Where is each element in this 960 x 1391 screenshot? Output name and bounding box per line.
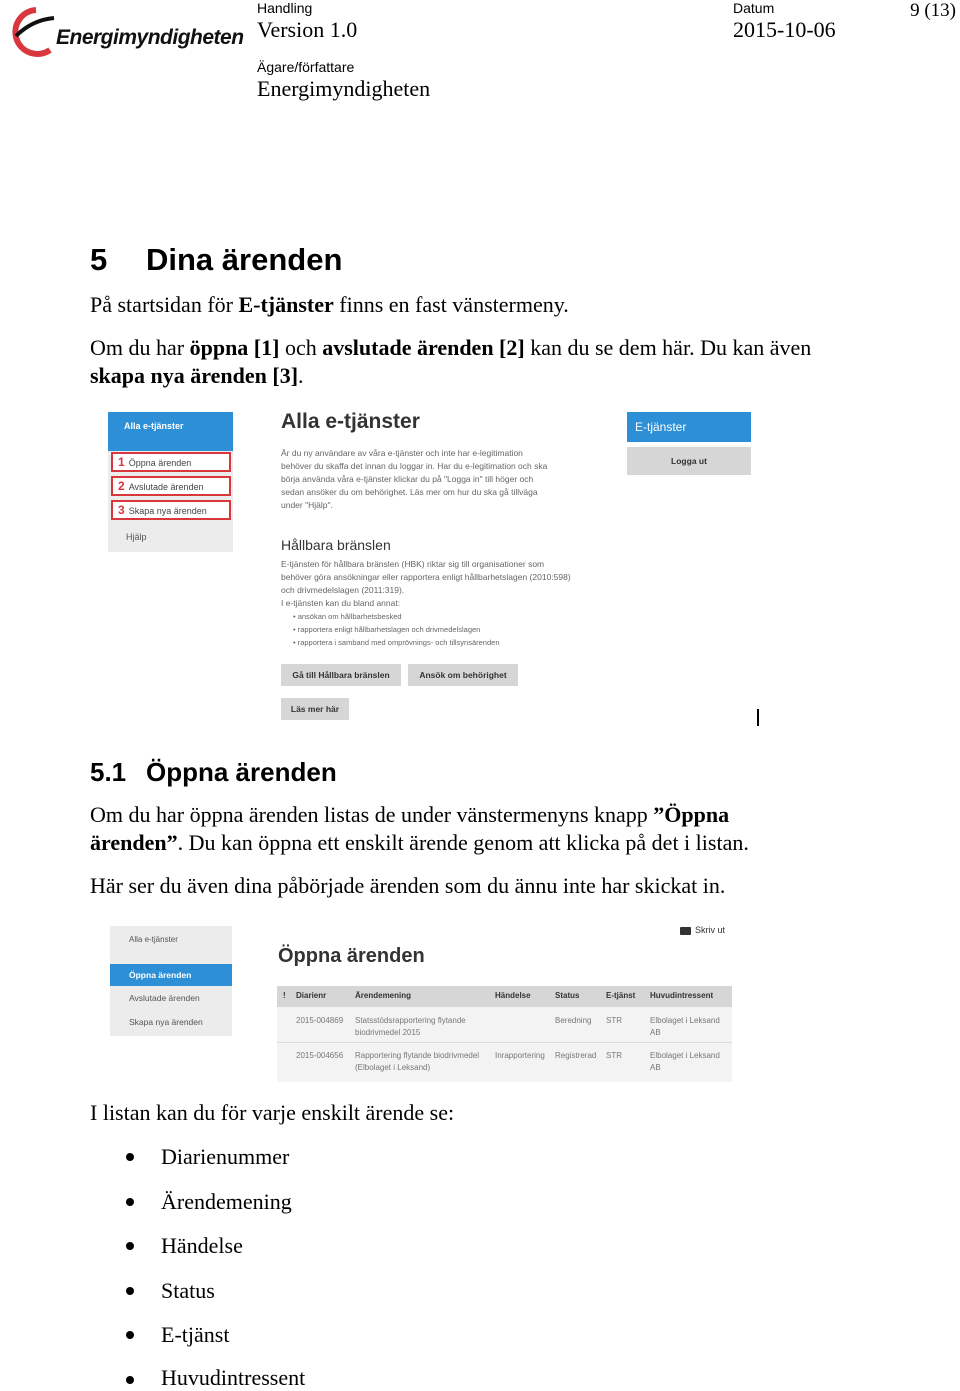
list-item-text: rapportera i samband med omprövnings- och tillsynsärenden — [297, 638, 500, 647]
section-number: 5 — [90, 242, 108, 277]
list-item: Status — [161, 1278, 215, 1303]
cases-table — [277, 986, 732, 1082]
text-line: börja använda våra e-tjänster klickar du på "Logga in" till höger och — [281, 474, 534, 484]
sidebar-item-label: Skapa nya ärenden — [128, 506, 207, 516]
list-item: E-tjänst — [161, 1322, 230, 1347]
list-item-text: ansökan om hållbarhetsbesked — [297, 612, 402, 621]
sidebar-item-label: Öppna ärenden — [128, 458, 192, 468]
paragraph — [90, 362, 304, 390]
cell-status: Registrerad — [555, 1051, 597, 1060]
list-item: • ansökan om hållbarhetsbesked — [293, 612, 402, 621]
column-header[interactable]: Händelse — [495, 991, 531, 1000]
owner-value: Energimyndigheten — [257, 76, 431, 101]
cell-arendemening: biodrivmedel 2015 — [355, 1028, 421, 1037]
column-header[interactable]: E-tjänst — [606, 991, 636, 1000]
text-line: behöver göra ansökningar eller rapportera enligt hållbarhetslagen (2010:598) — [281, 572, 571, 582]
text-line: sedan ansöker du om behörighet. Läs mer om hur du ska gå tillväga — [281, 487, 538, 497]
text: Om du har — [90, 335, 190, 360]
cell-huvudintressent: AB — [650, 1063, 661, 1072]
print-label: Skriv ut — [695, 925, 726, 935]
bullet-icon — [126, 1331, 134, 1339]
cell-arendemening: Statsstödsrapportering flytande — [355, 1016, 466, 1025]
sidebar-item-help[interactable]: Hjälp — [126, 532, 147, 542]
cell-arendemening: (Elbolaget i Leksand) — [355, 1063, 431, 1072]
sidebar-item-label: Avslutade ärenden — [128, 482, 204, 492]
subsection-number: 5.1 — [90, 757, 127, 787]
cell-huvudintressent: AB — [650, 1028, 661, 1037]
section-title: Dina ärenden — [146, 242, 343, 277]
text-line: under "Hjälp". — [281, 500, 333, 510]
cell-arendemening: Rapportering flytande biodrivmedel — [355, 1051, 480, 1060]
bold-text: ”Öppna — [653, 802, 730, 827]
goto-hallbara-button[interactable]: Gå till Hållbara bränslen — [281, 664, 401, 686]
cell-etjanst: STR — [606, 1016, 622, 1025]
text: finns en fast vänstermeny. — [333, 292, 569, 317]
text: På startsidan för — [90, 292, 239, 317]
screenshot-title: Alla e-tjänster — [281, 410, 420, 433]
list-item: Händelse — [161, 1233, 243, 1258]
bold-text: E-tjänster — [238, 292, 334, 317]
list-item: Diarienummer — [161, 1144, 290, 1169]
marker-number: 1 — [118, 455, 125, 469]
sidebar-item-all-services[interactable]: Alla e-tjänster — [129, 935, 178, 944]
logo-text: Energimyndigheten — [56, 26, 244, 49]
list-item: • rapportera i samband med omprövnings- och tillsynsärenden — [293, 638, 500, 647]
text: Om du har öppna ärenden listas de under vänstermenyns knapp — [90, 802, 654, 827]
list-item-text: rapportera enligt hållbarhetslagen och drivmedelslagen — [297, 625, 481, 634]
sidebar-item-closed-cases[interactable] — [111, 476, 231, 496]
sidebar-item-open-cases[interactable] — [111, 452, 231, 472]
column-header[interactable]: Ärendemening — [355, 991, 412, 1000]
list-intro: I listan kan du för varje enskilt ärende se: — [90, 1100, 455, 1125]
cell-etjanst: STR — [606, 1051, 622, 1060]
sidebar-head[interactable]: Alla e-tjänster — [108, 412, 233, 451]
paragraph — [90, 801, 729, 829]
table-header — [277, 986, 732, 1007]
apply-permission-button[interactable]: Ansök om behörighet — [408, 664, 518, 686]
intro-text — [281, 447, 547, 512]
sidebar-item-open-cases-active[interactable]: Öppna ärenden — [110, 964, 232, 986]
datum-label: Datum — [733, 0, 775, 16]
sidebar-item-closed-cases[interactable]: Avslutade ärenden — [129, 993, 200, 1003]
bullet-list — [281, 610, 571, 649]
printer-icon — [680, 927, 691, 935]
page-number: 9 (13) — [910, 0, 956, 21]
bullet-icon — [126, 1287, 134, 1295]
cell-diarienr: 2015-004869 — [296, 1016, 344, 1025]
column-header[interactable]: Huvudintressent — [650, 991, 714, 1000]
bold-text: öppna [1] — [189, 335, 280, 360]
list-item: Ärendemening — [161, 1189, 292, 1214]
sidebar-item-new-case[interactable] — [111, 500, 231, 520]
row-divider — [277, 1042, 732, 1043]
owner-label: Ägare/författare — [257, 59, 355, 75]
marker-number: 2 — [118, 479, 125, 493]
bullet-icon — [126, 1198, 134, 1206]
logout-button[interactable]: Logga ut — [627, 447, 751, 475]
subsection-title: Öppna ärenden — [146, 757, 337, 787]
text-line: E-tjänsten för hållbara bränslen (HBK) riktar sig till organisationer som — [281, 559, 545, 569]
column-header: ! — [283, 991, 286, 1000]
paragraph — [90, 334, 811, 362]
list-item: • rapportera enligt hållbarhetslagen och drivmedelslagen — [293, 625, 481, 634]
cell-handelse: Inrapportering — [495, 1051, 545, 1060]
etjanster-sidebar — [108, 412, 233, 552]
handling-label: Handling — [257, 0, 313, 16]
hallbara-text — [281, 558, 571, 649]
datum-value: 2015-10-06 — [733, 17, 836, 42]
text-line: behöver du skaffa det innan du loggar in. Har du e-legitimation och ska — [281, 461, 548, 471]
sidebar-item-new-case[interactable]: Skapa nya ärenden — [129, 1017, 203, 1027]
column-header[interactable]: Status — [555, 991, 580, 1000]
hallbara-title: Hållbara bränslen — [281, 537, 391, 553]
paragraph — [90, 291, 569, 319]
list-item: Huvudintressent — [161, 1365, 306, 1390]
text-cursor — [757, 709, 759, 726]
cell-huvudintressent: Elbolaget i Leksand — [650, 1016, 720, 1025]
paragraph — [90, 829, 749, 857]
text: . Du kan öppna ett enskilt ärende genom att klicka på det i listan. — [177, 830, 749, 855]
section-heading — [90, 242, 342, 278]
text: . — [298, 363, 304, 388]
text: och — [279, 335, 323, 360]
bold-text: avslutade ärenden [2] — [322, 335, 525, 360]
handling-value: Version 1.0 — [257, 17, 358, 42]
bullet-icon — [126, 1153, 134, 1161]
etjanster-panel-head: E-tjänster — [627, 412, 751, 442]
cell-huvudintressent: Elbolaget i Leksand — [650, 1051, 720, 1060]
cell-diarienr: 2015-004656 — [296, 1051, 344, 1060]
open-cases-title: Öppna ärenden — [278, 945, 425, 967]
bold-text: ärenden” — [90, 830, 178, 855]
cell-status: Beredning — [555, 1016, 592, 1025]
subsection-heading — [90, 757, 337, 788]
paragraph: Här ser du även dina påbörjade ärenden som du ännu inte har skickat in. — [90, 873, 726, 898]
bullet-icon — [126, 1242, 134, 1250]
text: kan du se dem här. Du kan även — [524, 335, 812, 360]
text-line: och drivmedelslagen (2011:319). — [281, 585, 405, 595]
print-button[interactable] — [680, 925, 725, 935]
open-cases-sidebar — [110, 926, 232, 1036]
bold-text: skapa nya ärenden [3] — [90, 363, 299, 388]
marker-number: 3 — [118, 503, 125, 517]
column-header[interactable]: Diarienr — [296, 991, 327, 1000]
read-more-button[interactable]: Läs mer här — [281, 698, 349, 720]
bullet-icon — [126, 1376, 134, 1384]
text-line: Är du ny användare av våra e-tjänster och inte har e-legitimation — [281, 448, 523, 458]
text-line: I e-tjänsten kan du bland annat: — [281, 598, 401, 608]
